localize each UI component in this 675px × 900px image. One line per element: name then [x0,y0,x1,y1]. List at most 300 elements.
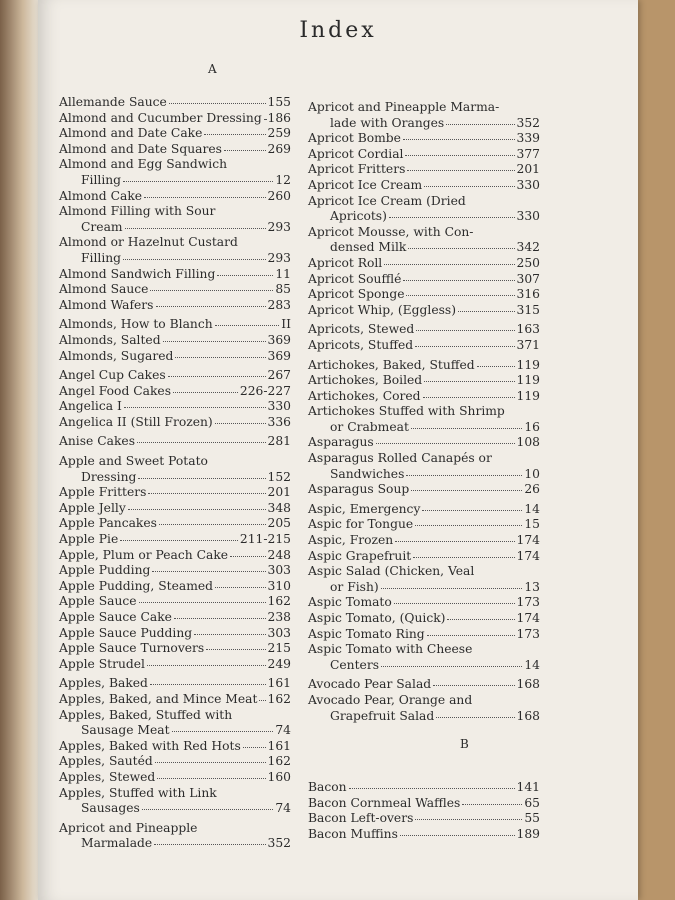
page-number: 249 [267,656,291,671]
dot-leader [204,132,265,135]
page-number: 316 [516,287,540,302]
entry-text: Almonds, Sugared [59,348,174,363]
entry-text: Centers [330,657,380,672]
index-entry [59,610,291,626]
index-entry [59,485,291,501]
entry-text: Apples, Stewed [59,769,156,784]
index-entry [308,435,540,451]
dot-leader [477,363,515,366]
index-entry [308,389,540,405]
page-number: 315 [516,302,540,317]
dot-leader [394,601,515,604]
index-entry [59,434,291,450]
entry-text: Apricot Bombe [308,131,401,146]
entry-text: Dressing [81,469,137,484]
page-number: 161 [267,676,291,691]
index-entry [59,282,291,298]
page-number: 238 [267,610,291,624]
index-entry [59,739,291,755]
page-number: 269 [267,141,291,156]
entry-text: Artichokes, Cored [308,388,421,403]
dot-leader [259,698,265,701]
dot-leader [147,662,266,665]
page-number: 173 [516,626,540,641]
entry-text: Asparagus Soup [308,482,410,497]
dot-leader [172,729,274,732]
entry-text: Apples, Baked [59,676,148,691]
dot-leader [123,179,273,182]
page-number: 369 [267,332,291,347]
entry-text: Apple Strudel [59,656,145,671]
index-entry [308,287,540,303]
index-entry [308,322,540,338]
page-number: 55 [524,811,540,826]
index-entry [59,95,291,111]
index-entry [308,194,540,225]
dot-leader [224,147,266,150]
page-number: 215 [267,641,291,656]
entry-text: Apple Sauce Turnovers [59,641,205,656]
entry-text: Apple Pudding, Steamed [59,578,214,593]
page-number: 226-227 [239,383,291,398]
page-number: 162 [267,691,291,706]
index-column-left [59,95,291,852]
index-entry [308,693,540,724]
index-entry [59,692,291,708]
page-number: 369 [267,348,291,363]
index-entry [59,594,291,610]
entry-text: Apricot and Pineapple Marma- [308,100,500,114]
index-entry [59,641,291,657]
entry-text: Almond Sauce [59,282,149,297]
index-entry [59,157,291,188]
page-number: 168 [516,708,540,723]
dot-leader [416,328,514,331]
page-number: 186 [267,110,291,125]
dot-leader [411,425,522,428]
entry-text: Apricots, Stuffed [308,337,414,352]
dot-leader [405,152,514,155]
page-number: 26 [524,482,540,497]
dot-leader [124,405,266,408]
dot-leader [150,682,266,685]
index-entry [59,563,291,579]
index-entry [59,126,291,142]
page-number: 303 [267,625,291,640]
index-entry [59,267,291,283]
dot-leader [156,303,266,306]
entry-text: Aspic, Emergency [308,501,421,516]
page-number: 339 [516,131,540,146]
index-entry [59,142,291,158]
entry-text: Angelica II (Still Frozen) [59,414,213,429]
dot-leader [264,116,266,119]
entry-text: Apricots) [330,209,387,224]
page-number: 250 [516,255,540,270]
entry-text: Anise Cakes [59,434,136,449]
dot-leader [168,374,266,377]
dot-leader [144,194,265,197]
page-number: 141 [516,780,540,794]
entry-text: Apple Fritters [59,485,147,500]
index-entry [308,564,540,595]
entry-text: Allemande Sauce [59,95,167,109]
page-number: 74 [275,723,291,738]
entry-text: Artichokes Stuffed with Shrimp [308,404,505,419]
dot-leader [462,801,522,804]
page-number: 174 [516,533,540,548]
dot-leader [415,343,514,346]
page-number: 173 [516,595,540,610]
page-number: 281 [267,434,291,449]
page-number: 211-215 [239,532,291,547]
entry-text: Asparagus [308,435,374,450]
page-number: 163 [516,322,540,337]
index-entry [59,368,291,384]
section-letter-b: B [460,737,469,751]
page-number: 352 [516,115,540,130]
page-number: 162 [267,594,291,609]
dot-leader [148,491,265,494]
page-number: 371 [516,337,540,352]
entry-text: or Crabmeat [330,419,409,434]
page-number: 108 [516,435,540,450]
dot-leader [159,522,266,525]
dot-leader [230,553,265,556]
page-number: 160 [267,769,291,784]
index-entry [308,482,540,498]
dot-leader [381,585,523,588]
entry-text: Almond or Hazelnut Custard [59,235,238,250]
page-number: 248 [267,547,291,562]
index-entry [59,298,291,314]
page-number: 293 [267,250,291,265]
entry-text: Aspic for Tongue [308,517,414,532]
dot-leader [175,354,265,357]
page-number: 259 [267,126,291,141]
entry-text: Apple Jelly [59,500,126,515]
page-number: 11 [275,266,291,281]
entry-text: Almond Sandwich Filling [59,266,216,281]
dot-leader [152,569,265,572]
page-number: 85 [275,282,291,297]
index-entry [308,100,540,131]
dot-leader [408,246,514,249]
dot-leader [411,488,522,491]
entry-text: Almond Cake [59,188,143,203]
index-entry [59,708,291,739]
index-entry [308,162,540,178]
dot-leader [194,631,265,634]
entry-text: Apricot Fritters [308,162,406,177]
entry-text: Apple Sauce Pudding [59,625,193,640]
dot-leader [215,584,266,587]
entry-text: densed Milk [330,240,407,255]
entry-text: Aspic Grapefruit [308,548,412,563]
dot-leader [120,538,238,541]
entry-text: Aspic Salad (Chicken, Veal [308,564,475,579]
entry-text: Asparagus Rolled Canapés or [308,451,492,466]
entry-text: Apple Pudding [59,563,151,578]
dot-leader [407,168,514,171]
index-entry [59,204,291,235]
entry-text: Almond Filling with Sour [59,204,216,219]
dot-leader [157,775,265,778]
entry-text: Cream [81,219,123,234]
page-number: 330 [516,177,540,192]
index-entry [308,533,540,549]
dot-leader [174,616,266,619]
entry-text: Aspic Tomato, (Quick) [308,611,446,625]
dot-leader [169,101,266,104]
dot-leader [142,807,274,810]
entry-text: Avocado Pear, Orange and [308,692,473,707]
index-entry [59,111,291,127]
page-number: 303 [267,563,291,578]
dot-leader [395,539,514,542]
page-number: 174 [516,611,540,625]
page-number: 174 [516,548,540,563]
entry-text: Apricot Sponge [308,287,405,302]
section-letter-a: A [208,62,217,76]
entry-text: Apricot Roll [308,255,383,270]
entry-text: Almond and Cucumber Dressing [59,110,262,125]
page-number: 155 [267,95,291,109]
index-entry [308,256,540,272]
dot-leader [376,441,515,444]
entry-text: Apple Pancakes [59,516,157,531]
page-number: 205 [267,516,291,531]
entry-text: or Fish) [330,579,379,594]
dot-leader [424,184,514,187]
index-entry [308,502,540,518]
dot-leader [446,121,514,124]
entry-text: Apricot Ice Cream (Dried [308,193,466,208]
entry-text: Apple Sauce Cake [59,610,172,624]
page-number: 119 [516,373,540,388]
entry-text: Sausages [81,801,140,816]
entry-text: Aspic Tomato [308,595,392,610]
entry-text: Apricot Cordial [308,146,404,161]
dot-leader [155,760,266,763]
index-entry [308,827,540,843]
page-number: 12 [275,172,291,187]
entry-text: Almond and Date Squares [59,141,222,156]
dot-leader [406,472,522,475]
entry-text: Almonds, Salted [59,332,161,347]
dot-leader [458,308,514,311]
index-entry [308,796,540,812]
entry-text: Apples, Baked, Stuffed with [59,707,233,722]
page-number: 293 [267,219,291,234]
entry-text: Apple, Plum or Peach Cake [59,547,229,562]
index-entry [308,595,540,611]
index-entry [308,627,540,643]
dot-leader [423,394,515,397]
dot-leader [206,647,265,650]
entry-text: Apples, Baked with Red Hots [59,738,241,753]
index-entry [59,454,291,485]
dot-leader [139,600,266,603]
entry-text: Artichokes, Baked, Stuffed [308,357,475,372]
index-entry [308,451,540,482]
entry-text: Apricot Ice Cream [308,177,423,192]
index-entry [308,147,540,163]
dot-leader [381,663,522,666]
entry-text: Apple and Sweet Potato [59,454,208,469]
entry-text: Angel Food Cakes [59,383,172,398]
index-entry [308,611,540,627]
page-number: 119 [516,388,540,403]
dot-leader [150,288,273,291]
index-column-right [308,100,540,724]
entry-text: Artichokes, Boiled [308,373,423,388]
index-entry [59,399,291,415]
entry-text: Bacon Left-overs [308,811,414,826]
dot-leader [217,272,273,275]
index-entry [308,358,540,374]
page-number: 13 [524,579,540,594]
dot-leader [415,817,522,820]
entry-text: Angel Cup Cakes [59,368,166,383]
dot-leader [163,338,266,341]
entry-text: Almond and Egg Sandwich [59,157,228,172]
page-number: 352 [267,836,291,851]
index-entry [308,642,540,673]
dot-leader [436,714,514,717]
page-number: 342 [516,240,540,255]
entry-text: Marmalade [81,836,153,851]
index-entry [59,548,291,564]
index-entry [308,225,540,256]
index-entry [59,516,291,532]
entry-text: Aspic, Frozen [308,533,394,548]
entry-text: Sausage Meat [81,723,170,738]
dot-leader [384,261,514,264]
index-entry [59,501,291,517]
entry-text: Aspic Tomato with Cheese [308,642,473,657]
index-entry [308,677,540,693]
dot-leader [215,323,280,326]
entry-text: Apricot Soufflé [308,271,402,286]
index-entry [308,338,540,354]
entry-text: lade with Oranges [330,115,445,130]
entry-text: Apricot and Pineapple [59,820,198,835]
index-entry [308,272,540,288]
page-number: 201 [267,485,291,500]
dot-leader [125,225,266,228]
dot-leader [403,137,515,140]
entry-text: Apricots, Stewed [308,322,415,337]
page-number: 15 [524,517,540,532]
book-spine [0,0,38,900]
entry-text: Avocado Pear Salad [308,677,432,692]
index-entry [59,770,291,786]
page-number: 161 [267,738,291,753]
entry-text: Apples, Baked, and Mince Meat [59,691,258,706]
entry-text: Apricot Mousse, with Con- [308,224,474,239]
index-column-b [308,780,540,842]
entry-text: Apples, Stuffed with Link [59,785,217,800]
page-number: 14 [524,501,540,516]
page-number: 330 [267,399,291,414]
index-entry [59,189,291,205]
dot-leader [422,507,522,510]
dot-leader [154,842,265,845]
index-entry [308,811,540,827]
dot-leader [173,389,238,392]
dot-leader [400,832,515,835]
page-number: 307 [516,271,540,286]
index-entry [308,517,540,533]
page-number: 65 [524,795,540,810]
entry-text: Bacon Cornmeal Waffles [308,795,461,810]
page-number: 336 [267,414,291,429]
page-number: 377 [516,146,540,161]
index-entry [308,131,540,147]
index-entry [59,384,291,400]
dot-leader [427,632,515,635]
index-entry [59,349,291,365]
entry-text: Filling [81,250,122,265]
page-number: 14 [524,657,540,672]
page-number: 267 [267,368,291,383]
dot-leader [406,293,514,296]
entry-text: Angelica I [59,399,122,414]
entry-text: Grapefruit Salad [330,708,435,723]
index-entry [59,754,291,770]
page-number: 168 [516,677,540,692]
page-number: 16 [524,419,540,434]
index-entry [308,404,540,435]
entry-text: Aspic Tomato Ring [308,626,425,641]
entry-text: Almonds, How to Blanch [59,317,213,332]
page-number: 162 [267,754,291,769]
page-title: Index [299,18,377,43]
index-entry [59,821,291,852]
dot-leader [415,523,522,526]
index-entry [59,235,291,266]
dot-leader [413,554,514,557]
dot-leader [123,256,265,259]
entry-text: Apple Pie [59,532,119,547]
entry-text: Almond Wafers [59,297,154,312]
page-number: 119 [516,357,540,372]
page-number: 152 [267,469,291,484]
entry-text: Apples, Sautéd [59,754,153,769]
page-number: 330 [516,209,540,224]
entry-text: Filling [81,172,122,187]
dot-leader [389,215,515,218]
dot-leader [433,683,514,686]
page-number: 189 [516,826,540,841]
dot-leader [128,506,266,509]
index-entry [308,178,540,194]
index-entry [308,549,540,565]
index-entry [59,626,291,642]
page-number: 260 [267,188,291,203]
dot-leader [447,617,514,620]
entry-text: Bacon Muffins [308,826,398,841]
page-number: 201 [516,162,540,177]
page-number: 10 [524,466,540,481]
index-entry [59,415,291,431]
page-number: 74 [275,801,291,816]
index-entry [308,303,540,319]
index-entry [59,657,291,673]
dot-leader [138,475,265,478]
index-entry [59,532,291,548]
